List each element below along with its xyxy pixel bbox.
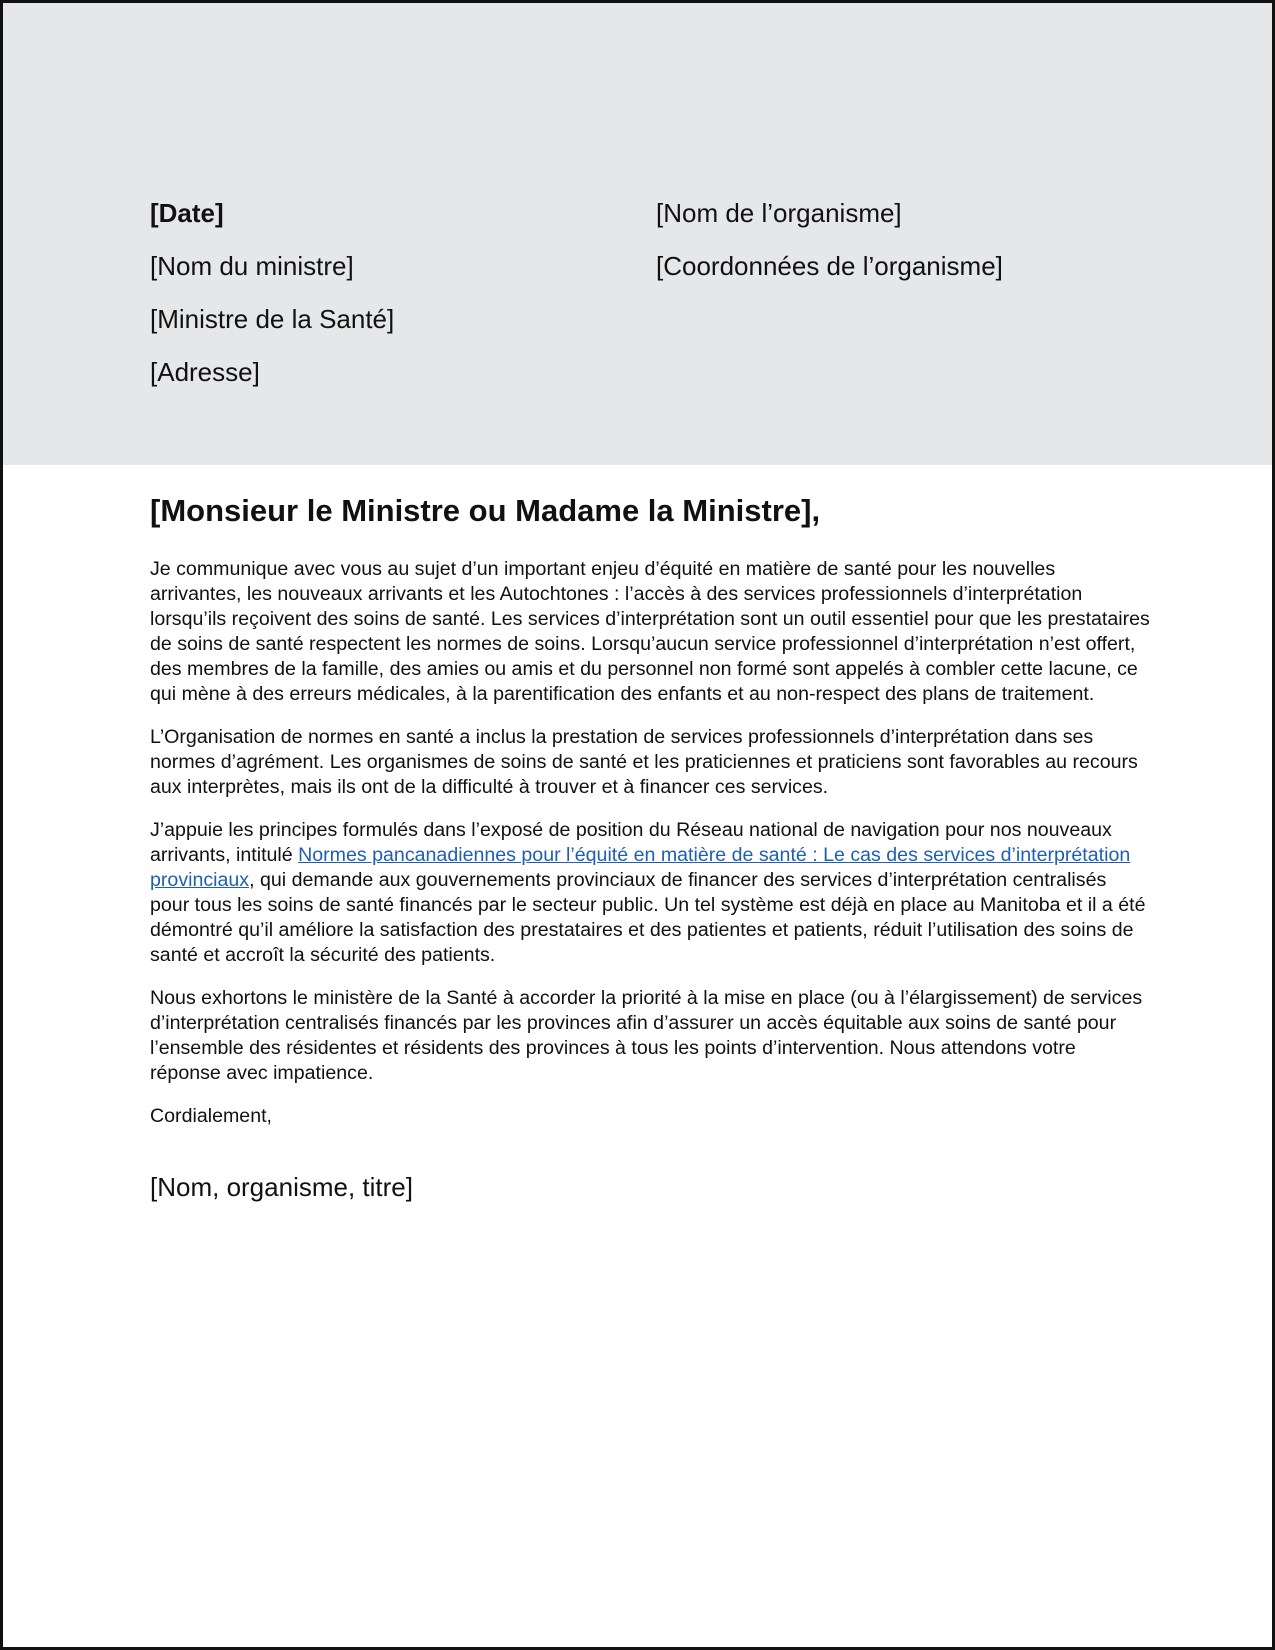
minister-title-placeholder: [Ministre de la Santé] xyxy=(150,304,395,334)
paragraph-3 xyxy=(150,818,1150,968)
recipient-block xyxy=(150,187,394,399)
position-paper-link[interactable]: Normes pancanadiennes pour l’équité en matière de santé : Le cas des services d’interprétation provinciaux xyxy=(150,844,1131,891)
paragraph-1: Je communique avec vous au sujet d’un important enjeu d’équité en matière de santé pour les nouvelles arrivantes, les nouveaux arrivants et les Autochtones : l’accès à des services professionnels d’interprétation lorsqu’ils reçoivent des soins de santé. Les services d’interprétation sont un outil essentiel pour que les prestataires de soins de santé respectent les normes de soins. Lorsqu’aucun service professionnel d’interprétation n’est offert, des membres de la famille, des amies ou amis et du personnel non formé sont appelés à combler cette lacune, ce qui mène à des erreurs médicales, à la parentification des enfants et au non-respect des plans de traitement. xyxy=(150,558,1150,705)
letter-body xyxy=(150,491,1150,1203)
paragraph-3-rest: , qui demande aux gouvernements provinciaux de financer des services d’interprétation centralisés pour tous les soins de santé financés par le secteur public. Un tel système est déjà en place au Manitoba et il a été démontré qu’il améliore la satisfaction des prestataires et des patientes et patients, réduit l’utilisation des soins de santé et accroît la sécurité des patients. xyxy=(150,869,1146,966)
address-placeholder: [Adresse] xyxy=(150,357,260,387)
sender-block xyxy=(656,187,1003,293)
organization-contact-placeholder: [Coordonnées de l’organisme] xyxy=(656,251,1003,281)
date-placeholder: [Date] xyxy=(150,198,224,228)
paragraph-4: Nous exhortons le ministère de la Santé à accorder la priorité à la mise en place (ou à l’élargissement) de services d’interprétation centralisés financés par les provinces afin d’assurer un accès équitable aux soins de santé pour l’ensemble des résidentes et résidents des provinces à tous les points d’intervention. Nous attendons votre réponse avec impatience. xyxy=(150,987,1143,1084)
paragraph-3-intro: J’appuie les principes formulés dans l’exposé de position du Réseau national de navigation pour nos nouveaux arrivants, intitulé xyxy=(150,819,1112,866)
header-band xyxy=(3,3,1272,465)
organization-name-placeholder: [Nom de l’organisme] xyxy=(656,198,902,228)
minister-name-placeholder: [Nom du ministre] xyxy=(150,251,354,281)
salutation: [Monsieur le Ministre ou Madame la Ministre], xyxy=(150,493,821,528)
paragraph-2: L’Organisation de normes en santé a inclus la prestation de services professionnels d’interprétation dans ses normes d’agrément. Les organismes de soins de santé et les praticiennes et praticiens sont favorables au recours aux interprètes, mais ils ont de la difficulté à trouver et à financer ces services. xyxy=(150,726,1138,798)
signature-placeholder: [Nom, organisme, titre] xyxy=(150,1172,413,1202)
closing: Cordialement, xyxy=(150,1105,272,1127)
